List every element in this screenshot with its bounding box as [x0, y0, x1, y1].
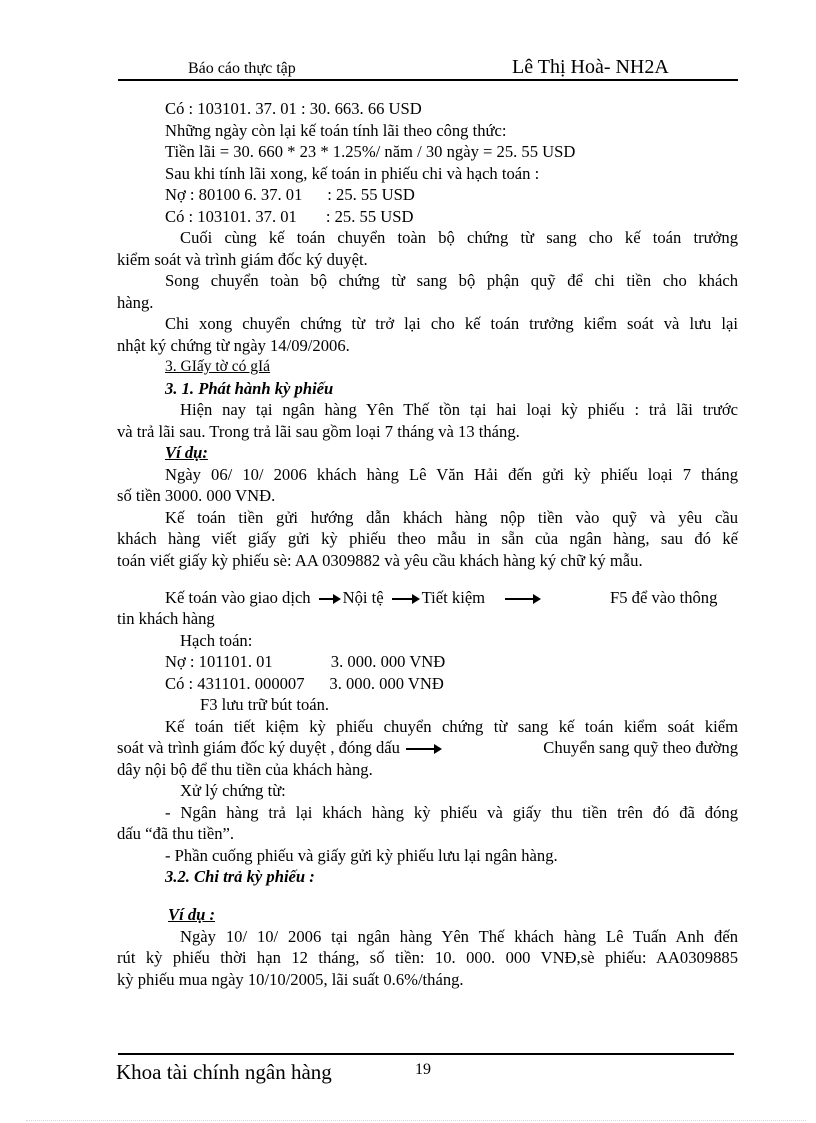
line-no-1: Nợ : 80100 6. 37. 01 : 25. 55 USD	[165, 185, 415, 204]
entry-co: Có : 431101. 000007 3. 000. 000 VNĐ	[165, 674, 444, 693]
line-co-2: Có : 103101. 37. 01 : 25. 55 USD	[165, 207, 414, 226]
accounting-label: Hạch toán:	[180, 631, 253, 650]
line-co-1: Có : 103101. 37. 01 : 30. 663. 66 USD	[165, 99, 422, 118]
para-5-line-2: số tiền 3000. 000 VNĐ.	[117, 486, 276, 505]
arrow-right-icon	[406, 748, 440, 750]
line-after-interest: Sau khi tính lãi xong, kế toán in phiếu chi và hạch toán :	[165, 164, 540, 183]
line-formula: Tiền lãi = 30. 660 * 23 * 1.25%/ năm / 30 ngày = 25. 55 USD	[165, 142, 576, 161]
para-8-line-2: rút kỳ phiếu thời hạn 12 tháng, số tiền: 10. 000. 000 VNĐ,sè phiếu: AA0309885	[117, 948, 738, 967]
flow-step-savings: Tiết kiệm	[421, 588, 486, 607]
para-4-line-2: và trả lãi sau. Trong trả lãi sau gồm loại 7 tháng và 13 tháng.	[117, 422, 520, 441]
para-1-line-2: kiểm soát và trình giám đốc ký duyệt.	[117, 250, 368, 269]
footer-rule	[118, 1053, 734, 1055]
para-7-line-1: Kế toán tiết kiệm kỳ phiếu chuyển chứng từ sang kế toán kiểm soát kiểm	[165, 717, 738, 736]
flow-line	[165, 587, 738, 609]
para-7-line-3: dây nội bộ để thu tiền của khách hàng.	[117, 760, 373, 779]
arrow-right-icon	[505, 598, 539, 600]
arrow-right-icon	[392, 598, 418, 600]
example-2-heading: Ví dụ :	[168, 905, 216, 924]
header-author: Lê Thị Hoà- NH2A	[512, 56, 669, 78]
para-3-line-1: Chi xong chuyển chứng từ trở lại cho kế toán trưởng kiểm soát và lưu lại	[165, 314, 738, 333]
para-8-line-1: Ngày 10/ 10/ 2006 tại ngân hàng Yên Thế khách hàng Lê Tuấn Anh đến	[180, 927, 738, 946]
para-8-line-3: kỳ phiếu mua ngày 10/10/2005, lãi suất 0.6%/tháng.	[117, 970, 464, 989]
header-title: Báo cáo thực tập	[188, 60, 296, 77]
para-7-line-2-b: Chuyển sang quỹ theo đường	[543, 738, 738, 757]
para-6-line-1: Kế toán tiền gửi hướng dẫn khách hàng nộp tiền vào quỹ và yêu cầu	[165, 508, 738, 527]
para-6-line-2: khách hàng viết giấy gửi kỳ phiếu theo mẫu in sẵn của ngân hàng, sau đó kế	[117, 529, 738, 548]
para-7-line-2-a: soát và trình giám đốc ký duyệt , đóng dấu	[117, 738, 400, 757]
section-3-heading: 3. GIấy tờ có gIá	[165, 358, 271, 375]
dash-item-2: - Phần cuống phiếu và giấy gửi kỳ phiếu lưu lại ngân hàng.	[165, 846, 558, 865]
footer-department: Khoa tài chính ngân hàng	[116, 1060, 332, 1084]
f3-save-note: F3 lưu trữ bút toán.	[200, 695, 330, 714]
flow-line-2: tin khách hàng	[117, 609, 215, 628]
flow-step-f5: F5 để vào thông	[610, 588, 718, 607]
line-formula-intro: Những ngày còn lại kế toán tính lãi theo công thức:	[165, 121, 507, 140]
page-number: 19	[415, 1061, 431, 1078]
para-2-line-2: hàng.	[117, 293, 154, 312]
header-rule	[118, 79, 738, 81]
para-1-line-1: Cuối cùng kế toán chuyển toàn bộ chứng từ sang cho kế toán trưởng	[180, 228, 738, 247]
flow-step-local-currency: Nội tệ	[342, 588, 384, 607]
para-6-line-3: toán viết giấy kỳ phiếu sè: AA 0309882 và yêu cầu khách hàng ký chữ ký mẫu.	[117, 551, 643, 570]
para-5-line-1: Ngày 06/ 10/ 2006 khách hàng Lê Văn Hải đến gửi kỳ phiếu loại 7 tháng	[165, 465, 738, 484]
arrow-right-icon	[319, 598, 339, 600]
dash-item-1-line-2: dấu “đã thu tiền”.	[117, 824, 235, 843]
para-7-line-2	[117, 737, 738, 759]
voucher-processing-label: Xử lý chứng từ:	[180, 781, 286, 800]
para-3-line-2: nhật ký chứng từ ngày 14/09/2006.	[117, 336, 350, 355]
page-edge-divider	[26, 1120, 806, 1121]
para-2-line-1: Song chuyển toàn bộ chứng từ sang bộ phận quỹ để chi tiền cho khách	[165, 271, 738, 290]
flow-step-transaction: Kế toán vào giao dịch	[165, 588, 311, 607]
entry-no: Nợ : 101101. 01 3. 000. 000 VNĐ	[165, 652, 446, 671]
example-1-heading: Ví dụ:	[165, 443, 208, 462]
section-3-2-heading: 3.2. Chi trả kỳ phiếu :	[165, 867, 315, 886]
section-3-1-heading: 3. 1. Phát hành kỳ phiếu	[165, 379, 334, 398]
dash-item-1-line-1: - Ngân hàng trả lại khách hàng kỳ phiếu và giấy thu tiền trên đó đã đóng	[165, 803, 738, 822]
para-4-line-1: Hiện nay tại ngân hàng Yên Thế tồn tại hai loại kỳ phiếu : trả lãi trước	[180, 400, 738, 419]
